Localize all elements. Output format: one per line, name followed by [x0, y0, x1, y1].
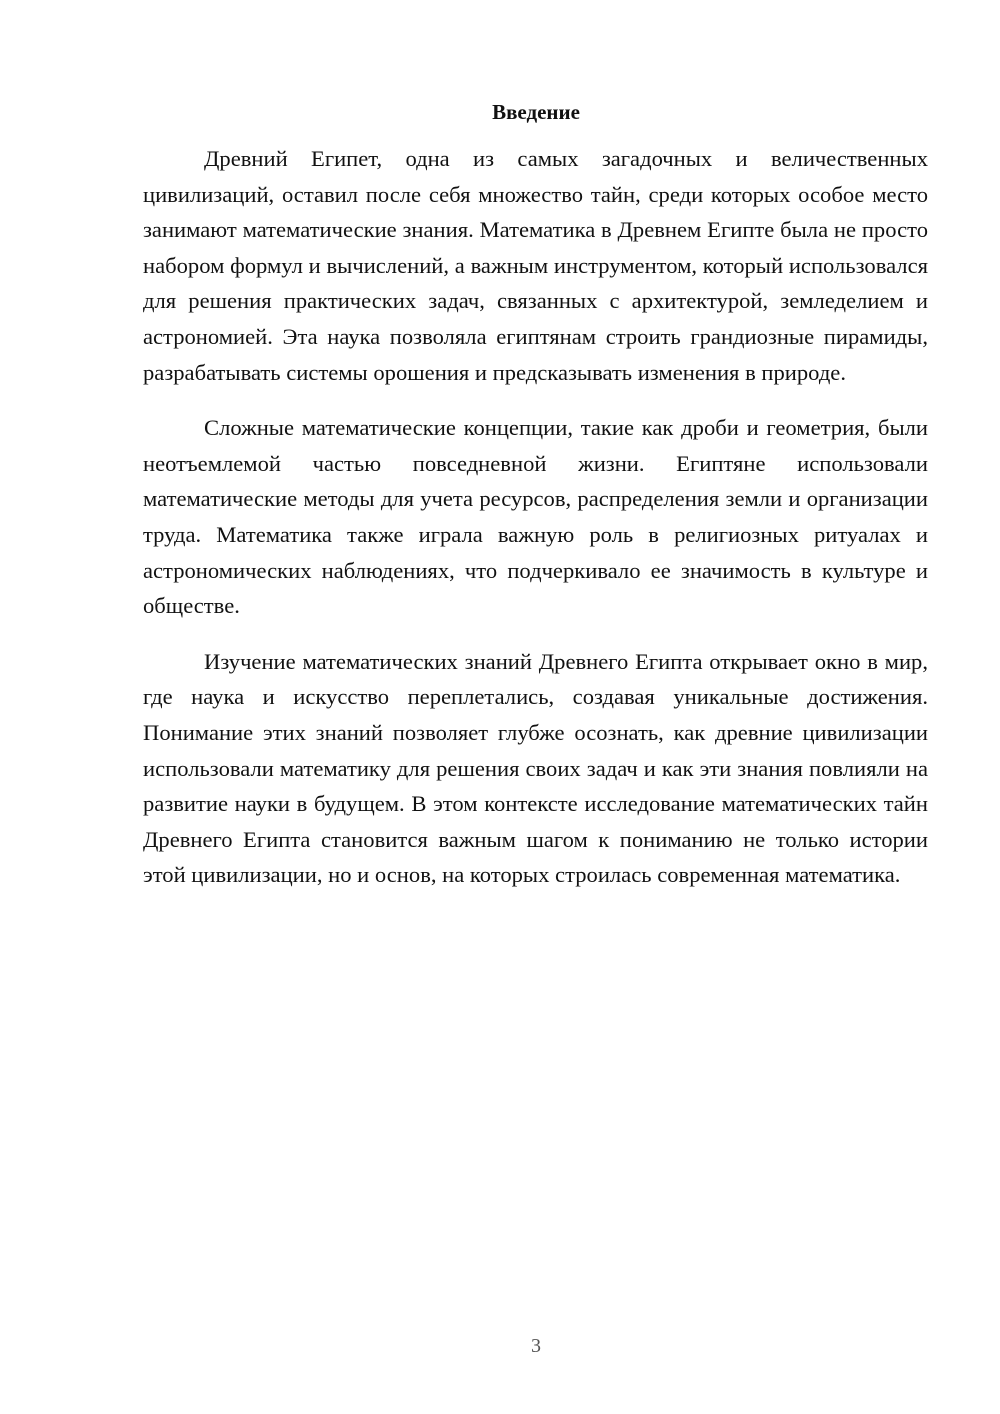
paragraph-3: Изучение математических знаний Древнего Египта открывает окно в мир, где наука и искусство переплетались, создавая уникальные достижения. Понимание этих знаний позволяет глубже осознать, как древние цивилизации использовали математику для решения своих задач и как эти знания повлияли на развитие науки в будущем. В этом контексте исследование математических тайн Древнего Египта становится важным шагом к пониманию не только истории этой цивилизации, но и основ, на которых строилась современная математика.	[143, 648, 928, 888]
section-title: Введение	[492, 100, 580, 124]
body-text	[143, 141, 928, 913]
paragraph-2: Сложные математические концепции, такие как дроби и геометрия, были неотъемлемой частью повседневной жизни. Египтяне использовали математические методы для учета ресурсов, распределения земли и организации труда. Математика также играла важную роль в религиозных ритуалах и астрономических наблюдениях, что подчеркивало ее значимость в культуре и обществе.	[143, 415, 928, 619]
page-number: 3	[531, 1335, 541, 1357]
paragraph-1: Древний Египет, одна из самых загадочных и величественных цивилизаций, оставил после себя множество тайн, среди которых особое место занимают математические знания. Математика в Древнем Египте была не просто набором формул и вычислений, а важным инструментом, который использовался для решения практических задач, связанных с архитектурой, земледелием и астрономией. Эта наука позволяла египтянам строить грандиозные пирамиды, разрабатывать системы орошения и предсказывать изменения в природе.	[143, 146, 928, 385]
